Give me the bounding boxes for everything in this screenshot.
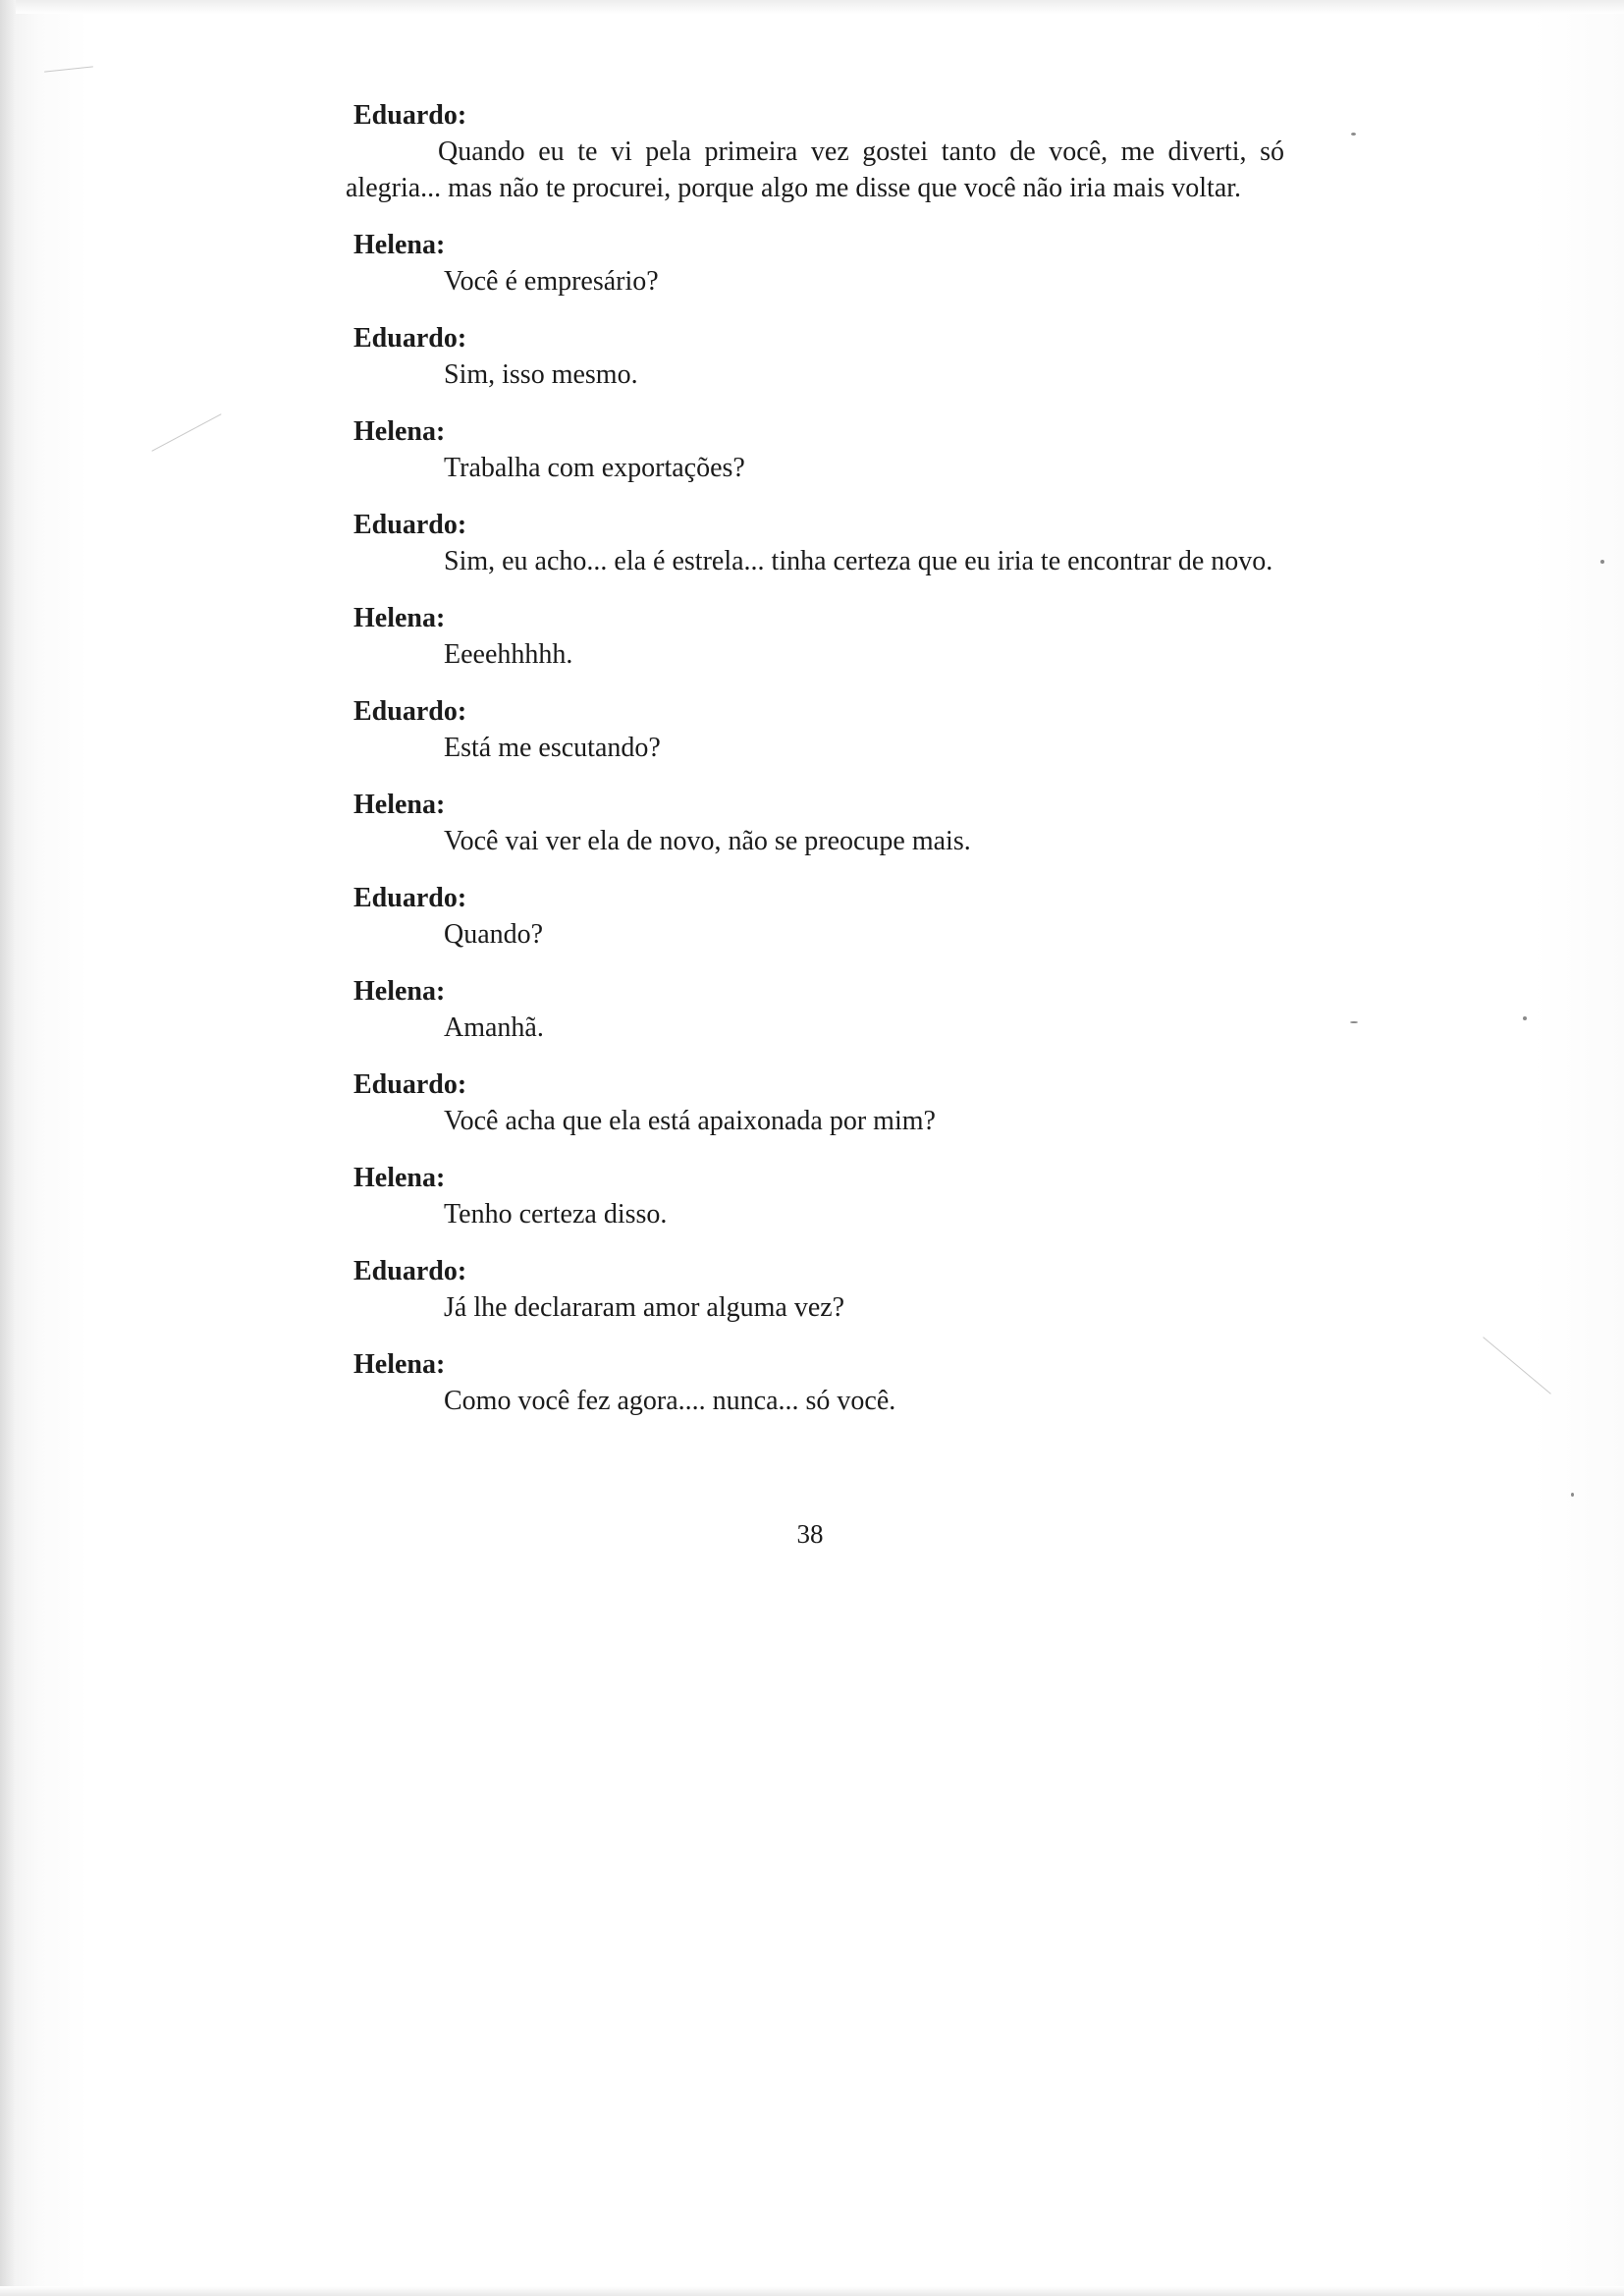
speaker-name: Eduardo:: [353, 1069, 467, 1100]
dialogue-turn: [352, 1161, 1284, 1232]
speaker-name: Eduardo:: [353, 883, 467, 913]
dialogue-block: [346, 98, 1284, 1441]
dialogue-turn: [346, 98, 1284, 206]
speech-line: Tenho certeza disso.: [444, 1199, 668, 1230]
speech-line: Amanhã.: [444, 1012, 544, 1043]
scan-shadow-left: [0, 0, 16, 2296]
scan-scratch: [151, 413, 221, 451]
speech-line: Você acha que ela está apaixonada por mim?: [444, 1106, 936, 1136]
speaker-name: Helena:: [353, 230, 446, 260]
speaker-name: Eduardo:: [353, 323, 467, 354]
scan-speck: [1600, 560, 1604, 564]
speech-line: Como você fez agora.... nunca... só você.: [444, 1386, 896, 1416]
speaker-name: Helena:: [353, 976, 446, 1007]
speaker-name: Eduardo:: [353, 100, 467, 131]
speech-line: Já lhe declararam amor alguma vez?: [444, 1292, 845, 1323]
speaker-name: Helena:: [353, 416, 446, 447]
scan-scratch: [44, 66, 93, 72]
dialogue-turn: [352, 788, 1284, 859]
dialogue-turn: [352, 228, 1284, 300]
speech-line: Quando?: [444, 919, 544, 950]
scan-speck: [1523, 1016, 1527, 1020]
scan-speck: [1350, 1021, 1358, 1023]
speech-line: Sim, isso mesmo.: [444, 359, 638, 390]
speech-line: Está me escutando?: [444, 733, 661, 763]
speaker-name: Helena:: [353, 603, 446, 633]
dialogue-turn: [352, 1347, 1284, 1419]
speech-line: Você vai ver ela de novo, não se preocupe mais.: [444, 826, 971, 856]
speech-line: Você é empresário?: [444, 266, 659, 297]
dialogue-turn: [352, 601, 1284, 673]
dialogue-turn: [352, 508, 1284, 579]
speaker-name: Helena:: [353, 790, 446, 820]
scan-scratch: [1483, 1337, 1551, 1394]
speaker-name: Helena:: [353, 1163, 446, 1193]
speaker-name: Eduardo:: [353, 1256, 467, 1286]
speech-line: Quando eu te vi pela primeira vez gostei tanto de você, me diverti, só alegria... mas não te procurei, porque algo me disse que você não iria mais voltar.: [346, 137, 1284, 203]
speech-line: Sim, eu acho... ela é estrela... tinha certeza que eu iria te encontrar de novo.: [444, 546, 1273, 576]
dialogue-turn: [352, 881, 1284, 953]
scan-shadow-bottom: [0, 2286, 1624, 2296]
speech-line: Trabalha com exportações?: [444, 453, 745, 483]
scan-speck: [1571, 1493, 1574, 1497]
scan-shadow-top: [0, 0, 1624, 14]
speaker-name: Eduardo:: [353, 696, 467, 727]
speaker-name: Helena:: [353, 1349, 446, 1380]
dialogue-turn: [352, 414, 1284, 486]
dialogue-turn: [352, 694, 1284, 766]
speaker-name: Eduardo:: [353, 510, 467, 540]
dialogue-turn: [352, 974, 1284, 1046]
dialogue-turn: [352, 321, 1284, 393]
speech-line: Eeeehhhhh.: [444, 639, 573, 670]
dialogue-turn: [352, 1067, 1284, 1139]
dialogue-turn: [352, 1254, 1284, 1326]
scan-speck: [1351, 133, 1356, 136]
page-number: 38: [796, 1519, 824, 1549]
